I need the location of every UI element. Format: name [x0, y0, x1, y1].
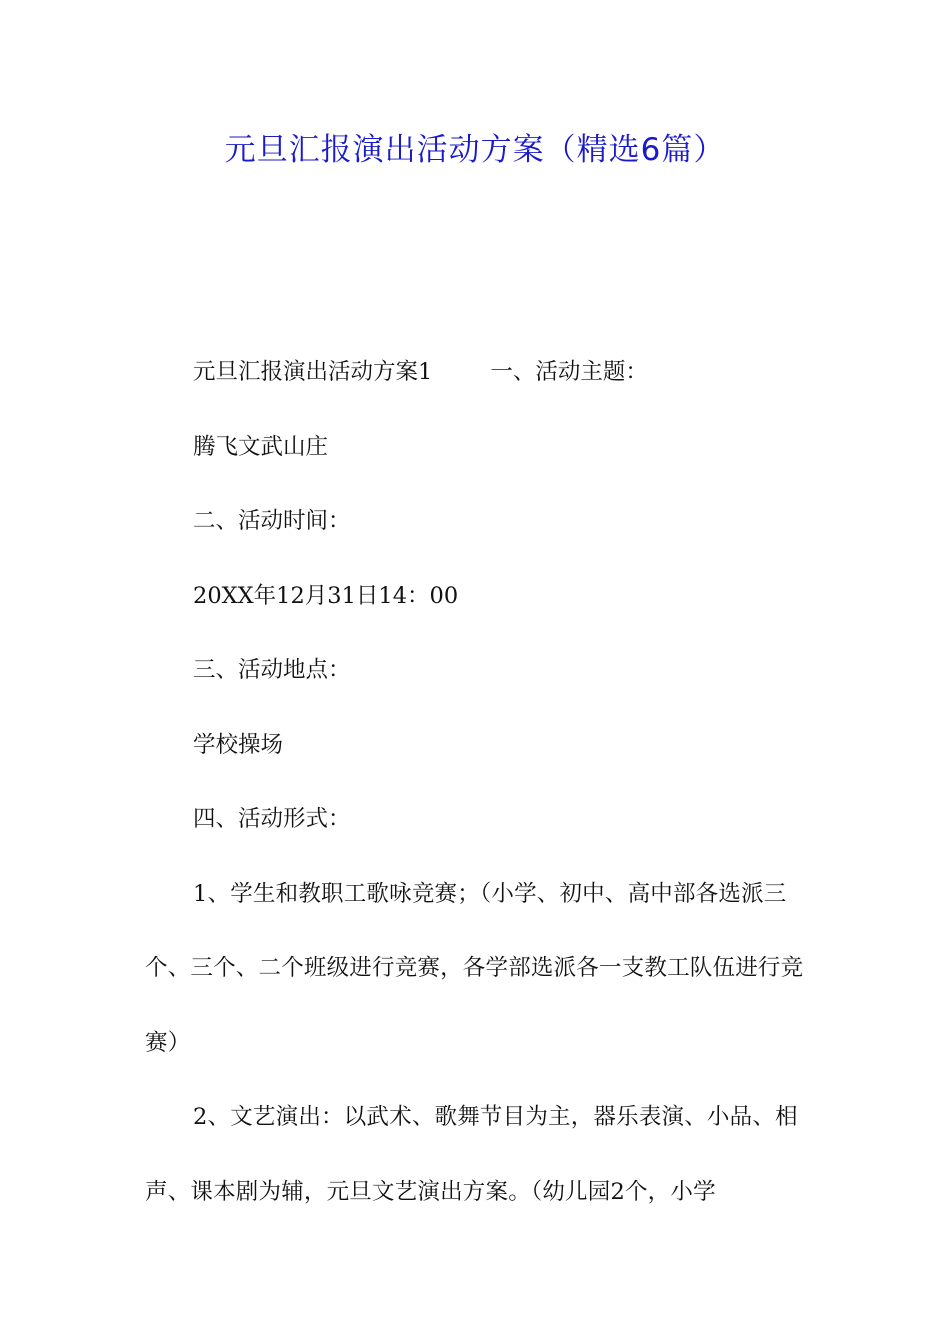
document-title: 元旦汇报演出活动方案（精选6篇） [224, 132, 726, 168]
document-body [145, 335, 810, 1229]
form-item-2: 2、文艺演出：以武术、歌舞节目为主，器乐表演、小品、相声、课本剧为辅，元旦文艺演出方案。（幼儿园2个，小学 [145, 1104, 798, 1205]
section-theme-label: 一、活动主题： [490, 359, 648, 385]
section-form-label: 四、活动形式： [193, 806, 351, 832]
first-line [145, 335, 810, 410]
section-time-label: 二、活动时间： [193, 508, 351, 534]
time-value: 20XX年12月31日14：00 [193, 582, 459, 609]
location-value: 学校操场 [193, 731, 284, 758]
plan-heading: 元旦汇报演出活动方案1 [193, 359, 433, 385]
theme-value: 腾飞文武山庄 [193, 433, 329, 460]
form-item-1: 1、学生和教职工歌咏竞赛；（小学、初中、高中部各选派三个、三个、二个班级进行竞赛，各学部选派各一支教工队伍进行竞赛） [145, 880, 804, 1056]
section-location-label: 三、活动地点： [193, 657, 351, 683]
